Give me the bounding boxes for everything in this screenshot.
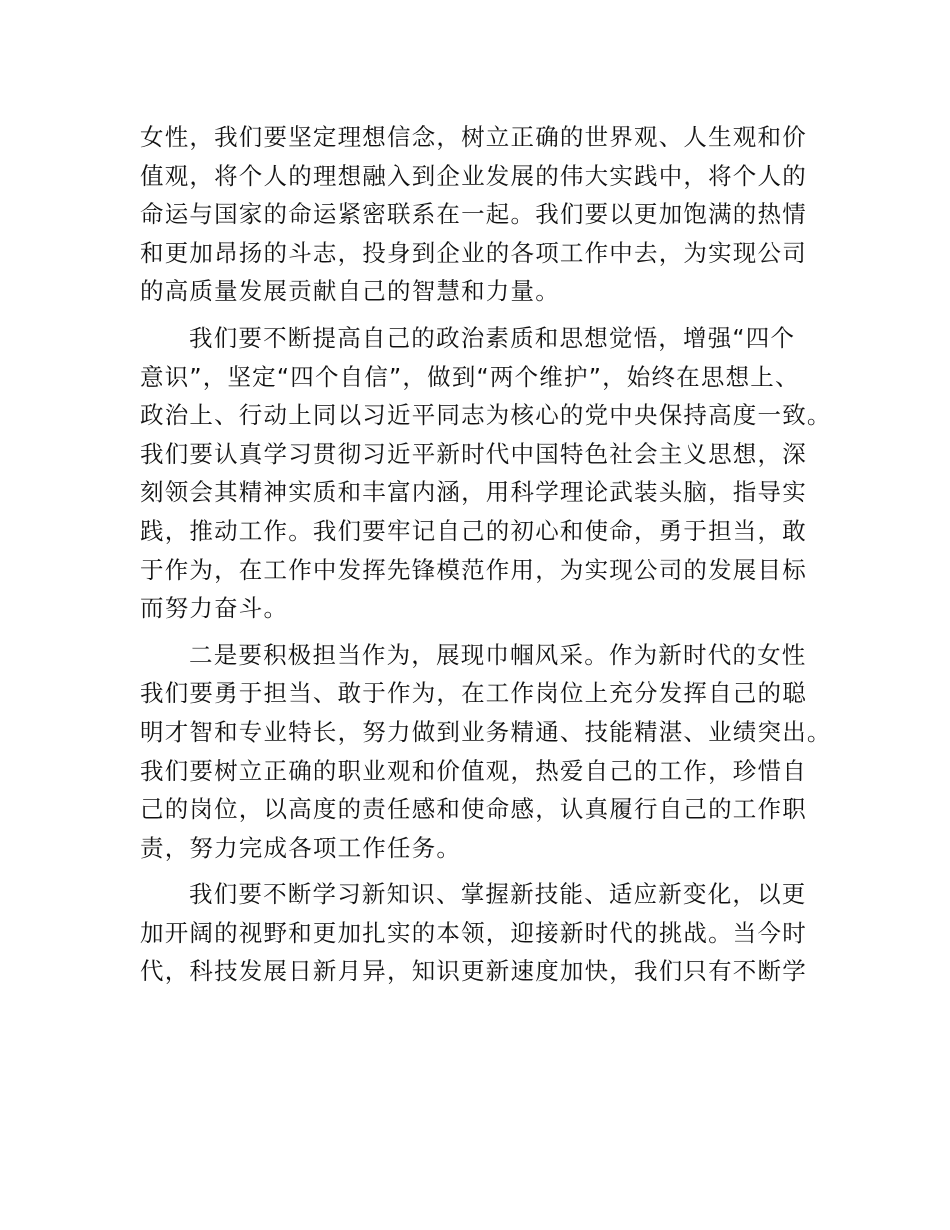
paragraph-1: [140, 118, 820, 311]
text-line: 的高质量发展贡献自己的智慧和力量。: [140, 277, 560, 306]
text-line: 二是要积极担当作为，展现巾帼风采。作为新时代的女性: [189, 640, 807, 669]
text-line: 政治上、行动上同以习近平同志为核心的党中央保持高度一致。: [140, 401, 832, 430]
text-line: 加开阔的视野和更加扎实的本领，迎接新时代的挑战。当今时: [140, 918, 807, 947]
text-line: 践，推动工作。我们要牢记自己的初心和使命，勇于担当，敢: [140, 516, 807, 545]
text-line: 于作为，在工作中发挥先锋模范作用，为实现公司的发展目标: [140, 555, 807, 584]
text-line: 我们要树立正确的职业观和价值观，热爱自己的工作，珍惜自: [140, 756, 807, 785]
text-line: 女性，我们要坚定理想信念，树立正确的世界观、人生观和价: [140, 123, 807, 151]
text-line: 命运与国家的命运紧密联系在一起。我们要以更加饱满的热情: [140, 200, 807, 229]
text-line: 和更加昂扬的斗志，投身到企业的各项工作中去，为实现公司: [140, 238, 807, 267]
text-line: 己的岗位，以高度的责任感和使命感，认真履行自己的工作职: [140, 795, 807, 824]
paragraph-spacer: [140, 311, 820, 319]
text-line: 我们要不断提高自己的政治素质和思想觉悟，增强“四个: [189, 323, 796, 352]
text-line: 意识”，坚定“四个自信”，做到“两个维护”，始终在思想上、: [140, 362, 800, 391]
text-line: 我们要勇于担当、敢于作为，在工作岗位上充分发挥自己的聪: [140, 679, 807, 708]
paragraph-4: [140, 875, 820, 991]
text-line: 刻领会其精神实质和丰富内涵，用科学理论武装头脑，指导实: [140, 478, 807, 507]
text-line: 我们要认真学习贯彻习近平新时代中国特色社会主义思想，深: [140, 439, 807, 468]
paragraph-2: [140, 319, 832, 628]
text-line: 明才智和专业特长，努力做到业务精通、技能精湛、业绩突出。: [140, 717, 832, 746]
text-line: 责，努力完成各项工作任务。: [140, 833, 462, 862]
paragraph-spacer: [140, 867, 820, 875]
document-body: [140, 118, 832, 991]
paragraph-spacer: [140, 628, 820, 636]
text-line: 代，科技发展日新月异，知识更新速度加快，我们只有不断学: [140, 957, 807, 986]
text-line: 值观，将个人的理想融入到企业发展的伟大实践中，将个人的: [140, 161, 807, 190]
text-line: 而努力奋斗。: [140, 594, 289, 623]
paragraph-3: [140, 636, 832, 868]
text-line: 我们要不断学习新知识、掌握新技能、适应新变化，以更: [189, 880, 807, 909]
